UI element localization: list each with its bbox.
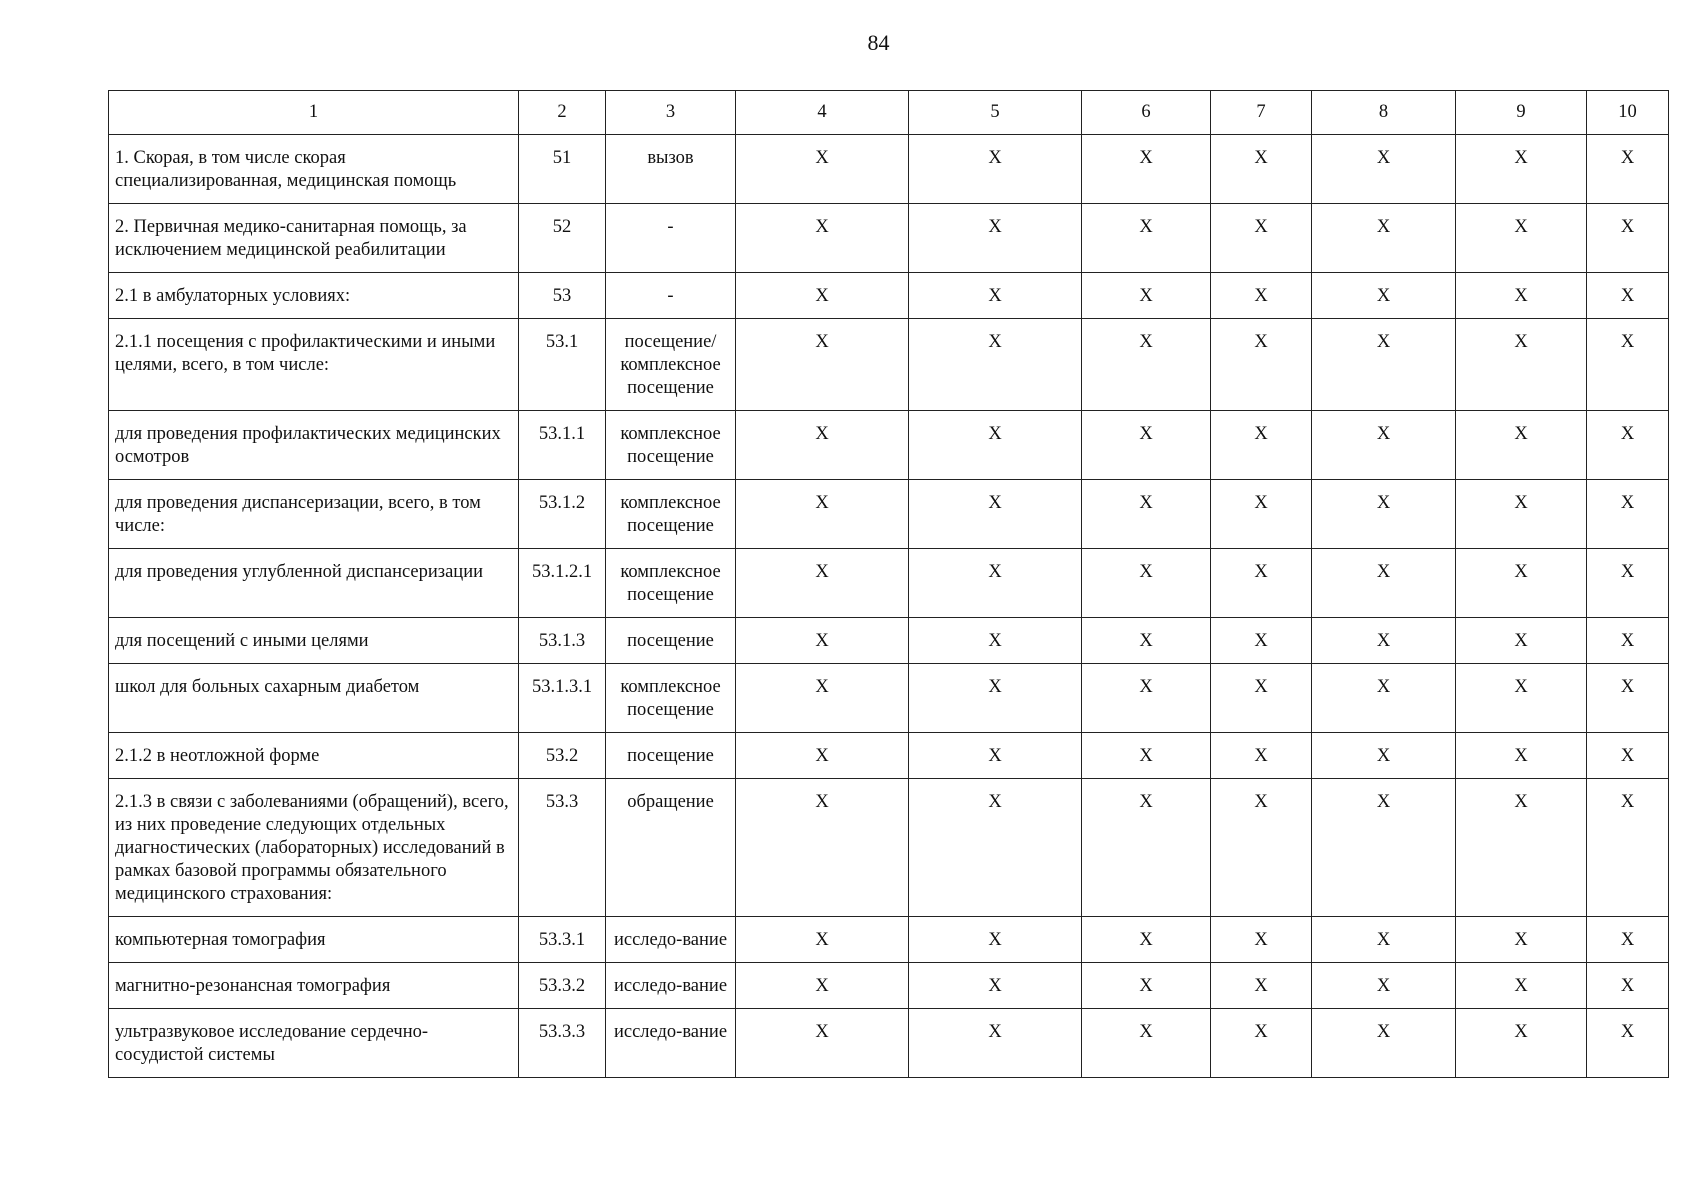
- value-cell-col-9: X: [1456, 779, 1587, 917]
- row-code-cell: 53.2: [519, 733, 606, 779]
- value-cell-col-5: X: [909, 273, 1082, 319]
- column-header-8: 8: [1312, 91, 1456, 135]
- value-cell-col-9: X: [1456, 917, 1587, 963]
- table-row: [109, 618, 1669, 664]
- value-cell-col-9: X: [1456, 273, 1587, 319]
- row-unit-cell: исследо-вание: [606, 1009, 736, 1078]
- value-cell-col-4: X: [736, 135, 909, 204]
- table-row: [109, 273, 1669, 319]
- row-unit-cell: обращение: [606, 779, 736, 917]
- column-header-3: 3: [606, 91, 736, 135]
- value-cell-col-5: X: [909, 664, 1082, 733]
- value-cell-col-8: X: [1312, 204, 1456, 273]
- value-cell-col-4: X: [736, 204, 909, 273]
- value-cell-col-6: X: [1082, 273, 1211, 319]
- value-cell-col-4: X: [736, 411, 909, 480]
- row-unit-cell: исследо-вание: [606, 963, 736, 1009]
- value-cell-col-10: X: [1587, 733, 1669, 779]
- value-cell-col-5: X: [909, 917, 1082, 963]
- value-cell-col-5: X: [909, 411, 1082, 480]
- value-cell-col-6: X: [1082, 319, 1211, 411]
- value-cell-col-6: X: [1082, 549, 1211, 618]
- value-cell-col-7: X: [1211, 618, 1312, 664]
- value-cell-col-6: X: [1082, 963, 1211, 1009]
- value-cell-col-5: X: [909, 204, 1082, 273]
- value-cell-col-9: X: [1456, 135, 1587, 204]
- value-cell-col-8: X: [1312, 963, 1456, 1009]
- row-unit-cell: вызов: [606, 135, 736, 204]
- value-cell-col-7: X: [1211, 273, 1312, 319]
- value-cell-col-6: X: [1082, 1009, 1211, 1078]
- value-cell-col-4: X: [736, 480, 909, 549]
- value-cell-col-7: X: [1211, 733, 1312, 779]
- column-header-4: 4: [736, 91, 909, 135]
- row-code-cell: 53.3.3: [519, 1009, 606, 1078]
- value-cell-col-8: X: [1312, 411, 1456, 480]
- value-cell-col-4: X: [736, 963, 909, 1009]
- table-row: [109, 917, 1669, 963]
- column-header-9: 9: [1456, 91, 1587, 135]
- header-row: [109, 91, 1669, 135]
- column-header-1: 1: [109, 91, 519, 135]
- value-cell-col-5: X: [909, 733, 1082, 779]
- column-header-5: 5: [909, 91, 1082, 135]
- table-row: [109, 319, 1669, 411]
- row-unit-cell: комплексное посещение: [606, 411, 736, 480]
- value-cell-col-5: X: [909, 779, 1082, 917]
- value-cell-col-9: X: [1456, 480, 1587, 549]
- row-code-cell: 53.1.3.1: [519, 664, 606, 733]
- value-cell-col-5: X: [909, 549, 1082, 618]
- value-cell-col-8: X: [1312, 273, 1456, 319]
- value-cell-col-9: X: [1456, 664, 1587, 733]
- value-cell-col-4: X: [736, 1009, 909, 1078]
- value-cell-col-5: X: [909, 1009, 1082, 1078]
- value-cell-col-6: X: [1082, 733, 1211, 779]
- value-cell-col-8: X: [1312, 1009, 1456, 1078]
- value-cell-col-8: X: [1312, 664, 1456, 733]
- value-cell-col-4: X: [736, 733, 909, 779]
- value-cell-col-7: X: [1211, 480, 1312, 549]
- row-code-cell: 53: [519, 273, 606, 319]
- row-code-cell: 52: [519, 204, 606, 273]
- value-cell-col-6: X: [1082, 917, 1211, 963]
- table-row: [109, 135, 1669, 204]
- value-cell-col-7: X: [1211, 664, 1312, 733]
- row-code-cell: 53.3.2: [519, 963, 606, 1009]
- row-code-cell: 53.1.1: [519, 411, 606, 480]
- row-unit-cell: -: [606, 204, 736, 273]
- value-cell-col-4: X: [736, 618, 909, 664]
- row-unit-cell: -: [606, 273, 736, 319]
- row-name-cell: 2.1.3 в связи с заболеваниями (обращений), всего, из них проведение следующих отдельных диагностических (лабораторных) исследований в рамках базовой программы обязательного медицинского страхования:: [109, 779, 519, 917]
- row-name-cell: для проведения профилактических медицинских осмотров: [109, 411, 519, 480]
- row-code-cell: 53.1.2.1: [519, 549, 606, 618]
- value-cell-col-10: X: [1587, 319, 1669, 411]
- table-row: [109, 480, 1669, 549]
- page-number: 84: [867, 30, 890, 55]
- value-cell-col-10: X: [1587, 411, 1669, 480]
- value-cell-col-8: X: [1312, 917, 1456, 963]
- value-cell-col-9: X: [1456, 319, 1587, 411]
- value-cell-col-5: X: [909, 618, 1082, 664]
- value-cell-col-6: X: [1082, 411, 1211, 480]
- value-cell-col-5: X: [909, 135, 1082, 204]
- row-code-cell: 53.3: [519, 779, 606, 917]
- value-cell-col-5: X: [909, 963, 1082, 1009]
- row-name-cell: 2.1.1 посещения с профилактическими и иными целями, всего, в том числе:: [109, 319, 519, 411]
- value-cell-col-7: X: [1211, 411, 1312, 480]
- row-name-cell: 2. Первичная медико-санитарная помощь, за исключением медицинской реабилитации: [109, 204, 519, 273]
- row-name-cell: для посещений с иными целями: [109, 618, 519, 664]
- value-cell-col-6: X: [1082, 135, 1211, 204]
- value-cell-col-10: X: [1587, 273, 1669, 319]
- row-name-cell: для проведения углубленной диспансеризации: [109, 549, 519, 618]
- table-row: [109, 779, 1669, 917]
- row-unit-cell: посещение: [606, 618, 736, 664]
- value-cell-col-4: X: [736, 664, 909, 733]
- value-cell-col-7: X: [1211, 1009, 1312, 1078]
- value-cell-col-5: X: [909, 319, 1082, 411]
- row-unit-cell: комплексное посещение: [606, 664, 736, 733]
- value-cell-col-8: X: [1312, 135, 1456, 204]
- column-header-6: 6: [1082, 91, 1211, 135]
- value-cell-col-10: X: [1587, 135, 1669, 204]
- value-cell-col-6: X: [1082, 664, 1211, 733]
- value-cell-col-8: X: [1312, 618, 1456, 664]
- row-name-cell: школ для больных сахарным диабетом: [109, 664, 519, 733]
- value-cell-col-8: X: [1312, 480, 1456, 549]
- data-table: [108, 90, 1669, 1078]
- value-cell-col-9: X: [1456, 204, 1587, 273]
- row-name-cell: ультразвуковое исследование сердечно-сосудистой системы: [109, 1009, 519, 1078]
- value-cell-col-5: X: [909, 480, 1082, 549]
- value-cell-col-8: X: [1312, 549, 1456, 618]
- value-cell-col-10: X: [1587, 480, 1669, 549]
- table-row: [109, 204, 1669, 273]
- value-cell-col-7: X: [1211, 549, 1312, 618]
- value-cell-col-6: X: [1082, 779, 1211, 917]
- value-cell-col-9: X: [1456, 549, 1587, 618]
- column-header-7: 7: [1211, 91, 1312, 135]
- value-cell-col-7: X: [1211, 963, 1312, 1009]
- value-cell-col-10: X: [1587, 1009, 1669, 1078]
- value-cell-col-8: X: [1312, 733, 1456, 779]
- value-cell-col-7: X: [1211, 779, 1312, 917]
- row-unit-cell: комплексное посещение: [606, 549, 736, 618]
- value-cell-col-6: X: [1082, 204, 1211, 273]
- row-code-cell: 53.1.3: [519, 618, 606, 664]
- value-cell-col-6: X: [1082, 618, 1211, 664]
- value-cell-col-4: X: [736, 917, 909, 963]
- value-cell-col-10: X: [1587, 779, 1669, 917]
- row-code-cell: 51: [519, 135, 606, 204]
- table-row: [109, 664, 1669, 733]
- table-row: [109, 733, 1669, 779]
- value-cell-col-10: X: [1587, 549, 1669, 618]
- table-body: [109, 135, 1669, 1078]
- row-unit-cell: комплексное посещение: [606, 480, 736, 549]
- value-cell-col-8: X: [1312, 779, 1456, 917]
- value-cell-col-10: X: [1587, 917, 1669, 963]
- row-unit-cell: посещение/ комплексное посещение: [606, 319, 736, 411]
- row-name-cell: компьютерная томография: [109, 917, 519, 963]
- value-cell-col-6: X: [1082, 480, 1211, 549]
- value-cell-col-9: X: [1456, 411, 1587, 480]
- value-cell-col-4: X: [736, 549, 909, 618]
- row-unit-cell: посещение: [606, 733, 736, 779]
- row-name-cell: магнитно-резонансная томография: [109, 963, 519, 1009]
- table-row: [109, 963, 1669, 1009]
- value-cell-col-4: X: [736, 779, 909, 917]
- table-row: [109, 411, 1669, 480]
- table-row: [109, 1009, 1669, 1078]
- row-code-cell: 53.1: [519, 319, 606, 411]
- row-name-cell: для проведения диспансеризации, всего, в том числе:: [109, 480, 519, 549]
- value-cell-col-9: X: [1456, 733, 1587, 779]
- table-row: [109, 549, 1669, 618]
- column-header-10: 10: [1587, 91, 1669, 135]
- row-code-cell: 53.3.1: [519, 917, 606, 963]
- row-name-cell: 1. Скорая, в том числе скорая специализированная, медицинская помощь: [109, 135, 519, 204]
- value-cell-col-7: X: [1211, 917, 1312, 963]
- row-name-cell: 2.1 в амбулаторных условиях:: [109, 273, 519, 319]
- value-cell-col-10: X: [1587, 618, 1669, 664]
- value-cell-col-7: X: [1211, 204, 1312, 273]
- value-cell-col-9: X: [1456, 1009, 1587, 1078]
- value-cell-col-10: X: [1587, 664, 1669, 733]
- value-cell-col-4: X: [736, 319, 909, 411]
- column-header-2: 2: [519, 91, 606, 135]
- row-unit-cell: исследо-вание: [606, 917, 736, 963]
- row-name-cell: 2.1.2 в неотложной форме: [109, 733, 519, 779]
- value-cell-col-4: X: [736, 273, 909, 319]
- value-cell-col-10: X: [1587, 963, 1669, 1009]
- value-cell-col-9: X: [1456, 618, 1587, 664]
- value-cell-col-7: X: [1211, 135, 1312, 204]
- value-cell-col-10: X: [1587, 204, 1669, 273]
- value-cell-col-9: X: [1456, 963, 1587, 1009]
- row-code-cell: 53.1.2: [519, 480, 606, 549]
- value-cell-col-8: X: [1312, 319, 1456, 411]
- value-cell-col-7: X: [1211, 319, 1312, 411]
